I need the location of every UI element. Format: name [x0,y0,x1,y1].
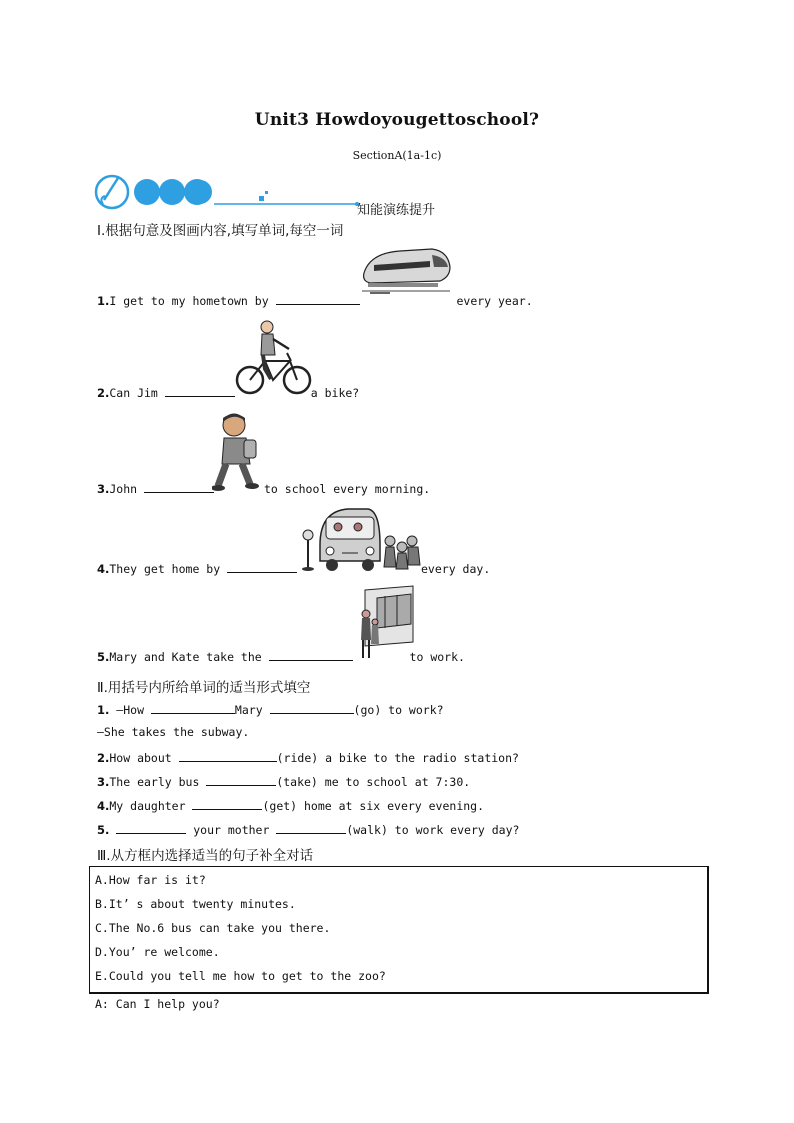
s2-item-1 [97,701,444,717]
item-text: They get home by [109,562,228,576]
item-text [109,823,116,837]
s1-item-5 [97,648,465,664]
s1-item-1 [97,292,533,308]
item-number: 2. [97,751,110,765]
item-text: Mary [234,703,270,717]
s1-item-4 [97,560,490,576]
item-text: My daughter [109,799,193,813]
answer-blank[interactable] [206,773,276,786]
item-number: 1. [97,703,110,717]
answer-blank[interactable] [165,384,235,397]
answer-blank[interactable] [276,292,360,305]
item-text: The early bus [109,775,207,789]
item-number: 3. [97,482,110,496]
item-text: —She takes the subway. [97,725,250,739]
section1-heading: Ⅰ.根据句意及图画内容,填写单词,每空一词 [97,223,344,239]
item-text: Can Jim [109,386,165,400]
s1-item-2 [97,384,359,400]
item-text: —How [109,703,151,717]
s1-item-3 [97,480,430,496]
dialogue-line-1: A: Can I help you? [95,997,220,1011]
item-text-end: to school every morning. [264,482,431,496]
item-text: John [109,482,144,496]
page-title: Unit3 Howdoyougettoschool? [254,110,540,130]
answer-blank[interactable] [270,701,354,714]
item-text: How about [109,751,179,765]
answer-blank[interactable] [269,648,353,661]
item-text: (take) me to school at 7:30. [276,775,471,789]
option-e: E.Could you tell me how to get to the zoo? [95,969,386,983]
answer-blank[interactable] [116,821,186,834]
item-text-end: to work. [402,650,465,664]
answer-blank[interactable] [151,701,235,714]
answer-blank[interactable] [144,480,214,493]
page-subtitle: SectionA(1a-1c) [352,149,442,162]
s2-item-3 [97,773,470,789]
train-icon [360,243,452,298]
item-text: (go) to work? [353,703,444,717]
item-text: your mother [186,823,277,837]
answer-blank[interactable] [179,749,277,762]
answer-blank[interactable] [192,797,262,810]
option-b: B.It’ s about twenty minutes. [95,897,296,911]
item-text-end: a bike? [310,386,360,400]
banner-label: 知能演练提升 [357,203,436,218]
item-number: 3. [97,775,110,789]
item-text-end: every day. [414,562,491,576]
item-number: 4. [97,799,110,813]
item-number: 2. [97,386,110,400]
section3-heading: Ⅲ.从方框内选择适当的句子补全对话 [97,848,314,864]
item-text: (walk) to work every day? [346,823,520,837]
item-number: 1. [97,294,110,308]
option-d: D.You’ re welcome. [95,945,220,959]
answer-blank[interactable] [276,821,346,834]
item-number: 5. [97,823,110,837]
item-text-end: every year. [449,294,533,308]
answer-blank[interactable] [227,560,297,573]
item-number: 5. [97,650,110,664]
s2-item-2 [97,749,519,765]
option-c: C.The No.6 bus can take you there. [95,921,331,935]
s2-item-5 [97,821,519,837]
item-text: I get to my hometown by [109,294,276,308]
option-a: A.How far is it? [95,873,206,887]
item-text: Mary and Kate take the [109,650,269,664]
section2-heading: Ⅱ.用括号内所给单词的适当形式填空 [97,680,311,696]
s2-item-1-answer [97,725,249,739]
item-number: 4. [97,562,110,576]
item-text: (ride) a bike to the radio station? [276,751,519,765]
s2-item-4 [97,797,484,813]
item-text: (get) home at six every evening. [262,799,485,813]
